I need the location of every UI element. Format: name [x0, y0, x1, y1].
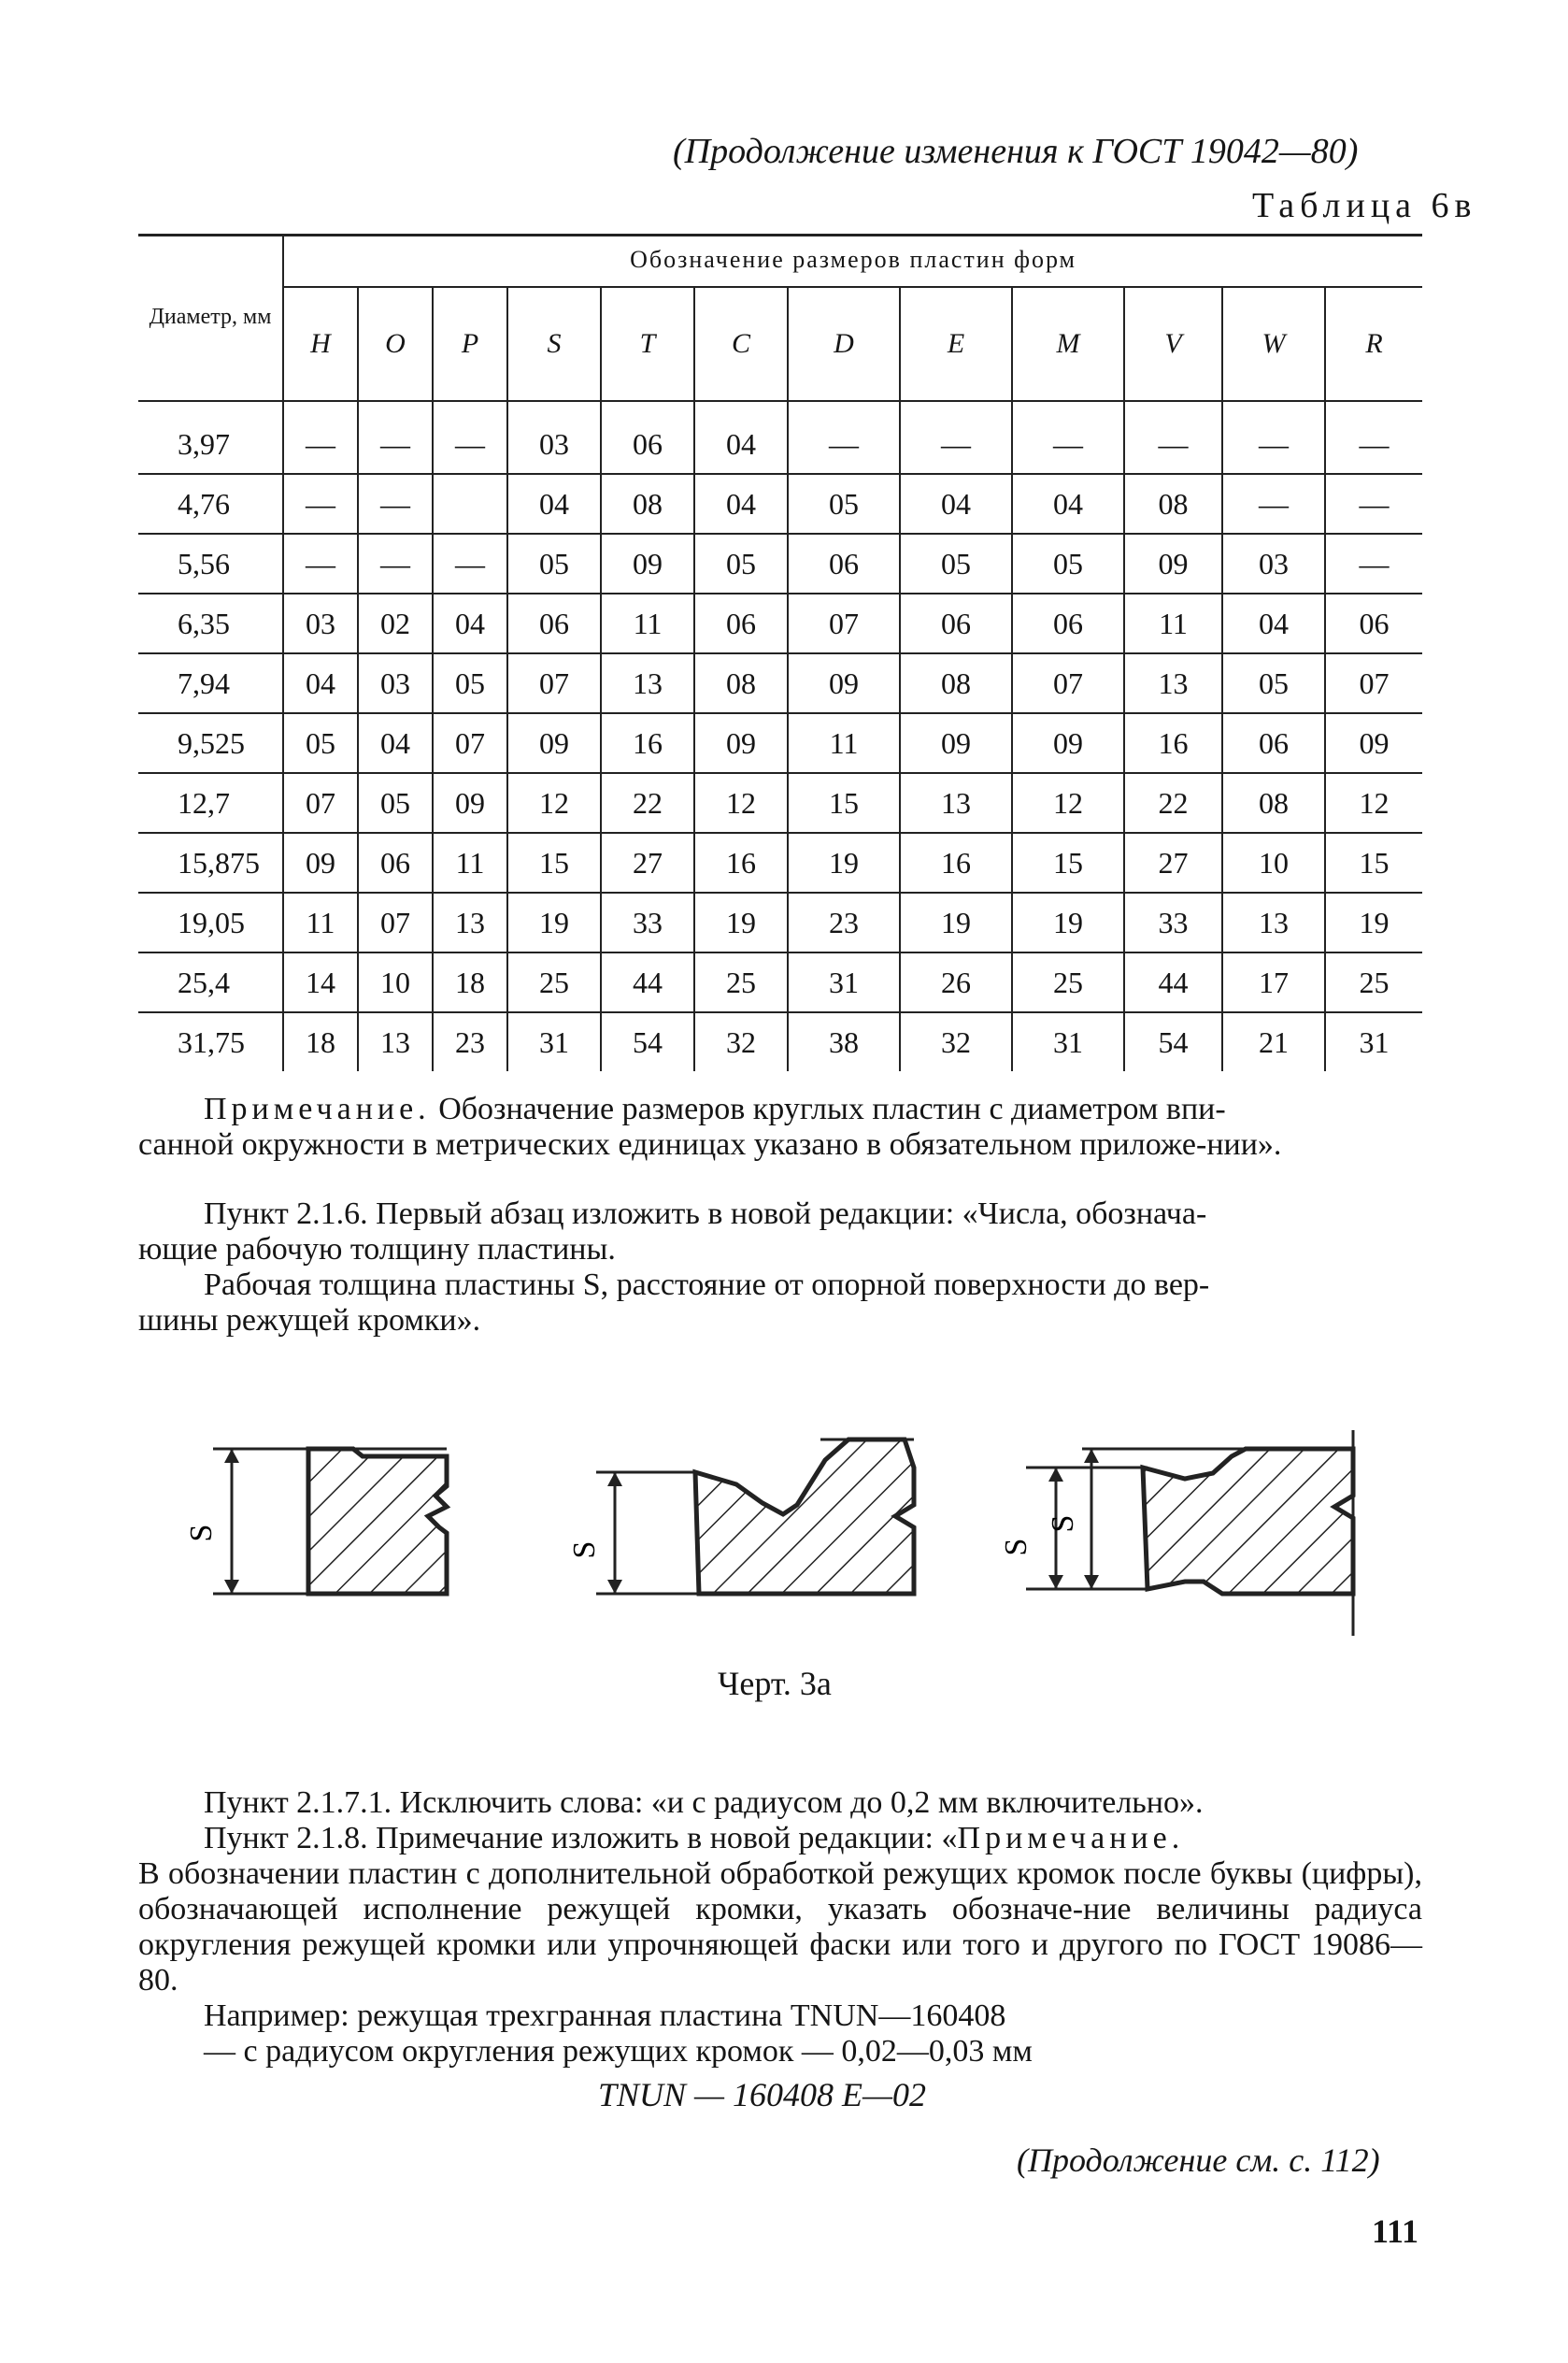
size-cell: 54	[601, 1012, 694, 1071]
note-word: Примечание.	[204, 1092, 431, 1126]
size-cell: 03	[283, 594, 358, 653]
size-cell: 07	[283, 773, 358, 833]
size-cell: 09	[1325, 713, 1422, 773]
size-cell: 33	[1124, 893, 1222, 952]
table-row	[138, 952, 1422, 1012]
size-cell: 12	[694, 773, 788, 833]
size-cell: 05	[1222, 653, 1325, 713]
insert-profile-2	[567, 1439, 914, 1594]
table-row	[138, 713, 1422, 773]
size-cell: 31	[788, 952, 900, 1012]
spacer-cell	[1124, 401, 1222, 415]
column-header-c: C	[694, 287, 788, 401]
size-cell: 06	[788, 534, 900, 594]
s-label-3b: S	[1046, 1514, 1080, 1533]
size-cell: 44	[601, 952, 694, 1012]
size-cell: 05	[358, 773, 433, 833]
size-cell: 18	[283, 1012, 358, 1071]
column-header-o: O	[358, 287, 433, 401]
size-cell: 07	[358, 893, 433, 952]
spacer-cell	[507, 401, 601, 415]
size-cell: 04	[694, 415, 788, 474]
plate-size-table	[138, 234, 1422, 1071]
group-header: Обозначение размеров пластин форм	[283, 234, 1422, 287]
size-cell: 03	[1222, 534, 1325, 594]
size-cell: 15	[1012, 833, 1124, 893]
size-cell: —	[433, 534, 507, 594]
size-cell: 33	[601, 893, 694, 952]
size-cell: 11	[1124, 594, 1222, 653]
spacer-cell	[358, 401, 433, 415]
spacer-cell	[1012, 401, 1124, 415]
size-cell: 07	[507, 653, 601, 713]
size-cell: 18	[433, 952, 507, 1012]
size-cell: 09	[788, 653, 900, 713]
column-header-t: T	[601, 287, 694, 401]
size-cell: 09	[507, 713, 601, 773]
size-cell: 03	[507, 415, 601, 474]
size-cell: 19	[900, 893, 1012, 952]
note-line1: Обозначение размеров круглых пластин с диаметром впи-	[438, 1092, 1226, 1126]
table-row	[138, 594, 1422, 653]
clause-2-1-8-body: В обозначении пластин с дополнительной обработкой режущих кромок после буквы (цифры), обозначающей исполнение режущей кромки, указать обозначе-ние величины радиуса округления режущей кромки или упрочняющей фаски или того и другого по ГОСТ 19086—80.	[138, 1856, 1422, 1998]
size-cell: 27	[601, 833, 694, 893]
size-cell	[433, 474, 507, 534]
size-cell: 06	[1325, 594, 1422, 653]
size-cell: 11	[788, 713, 900, 773]
size-cell: 15	[1325, 833, 1422, 893]
size-cell: 06	[1222, 713, 1325, 773]
size-cell: 08	[694, 653, 788, 713]
table-row	[138, 653, 1422, 713]
size-cell: —	[788, 415, 900, 474]
size-cell: 11	[601, 594, 694, 653]
size-cell: 10	[358, 952, 433, 1012]
size-cell: 25	[694, 952, 788, 1012]
clause-2-1-6-b-cont: шины режущей кромки».	[138, 1303, 481, 1338]
clause-2-1-8-note-word: Примечание.	[957, 1821, 1185, 1855]
column-header-p: P	[433, 287, 507, 401]
size-cell: —	[283, 415, 358, 474]
size-cell: 12	[1325, 773, 1422, 833]
size-cell: 09	[601, 534, 694, 594]
diameter-cell: 3,97	[138, 415, 283, 474]
diameter-cell: 12,7	[138, 773, 283, 833]
size-cell: 19	[694, 893, 788, 952]
size-cell: 23	[788, 893, 900, 952]
table-row	[138, 1012, 1422, 1071]
spacer-cell	[138, 401, 283, 415]
example-line-1: Например: режущая трехгранная пластина TNUN—160408	[204, 1998, 1006, 2033]
size-cell: —	[1124, 415, 1222, 474]
diameter-cell: 25,4	[138, 952, 283, 1012]
size-cell: —	[1325, 474, 1422, 534]
size-cell: 13	[1124, 653, 1222, 713]
size-cell: 19	[507, 893, 601, 952]
size-cell: 21	[1222, 1012, 1325, 1071]
size-cell: 05	[433, 653, 507, 713]
size-cell: 05	[507, 534, 601, 594]
diameter-cell: 7,94	[138, 653, 283, 713]
size-cell: 05	[283, 713, 358, 773]
s-label-1: S	[184, 1524, 219, 1542]
size-cell: —	[900, 415, 1012, 474]
size-cell: 13	[1222, 893, 1325, 952]
diameter-cell: 15,875	[138, 833, 283, 893]
size-cell: 09	[900, 713, 1012, 773]
spacer-cell	[900, 401, 1012, 415]
size-cell: 38	[788, 1012, 900, 1071]
size-cell: 09	[283, 833, 358, 893]
continuation-footer: (Продолжение см. с. 112)	[1017, 2141, 1380, 2179]
size-cell: —	[1222, 474, 1325, 534]
spacer-cell	[1325, 401, 1422, 415]
table-row	[138, 773, 1422, 833]
clause-2-1-6-b: Рабочая толщина пластины S, расстояние от опорной поверхности до вер-	[204, 1267, 1210, 1302]
size-cell: 06	[900, 594, 1012, 653]
page-number: 111	[1372, 2213, 1419, 2250]
size-cell: 11	[283, 893, 358, 952]
size-cell: 13	[433, 893, 507, 952]
spacer-cell	[788, 401, 900, 415]
size-cell: —	[433, 415, 507, 474]
diameter-cell: 19,05	[138, 893, 283, 952]
size-cell: 25	[507, 952, 601, 1012]
size-cell: —	[358, 415, 433, 474]
size-cell: 09	[1124, 534, 1222, 594]
size-cell: 08	[601, 474, 694, 534]
size-cell: 08	[900, 653, 1012, 713]
clause-2-1-7-1: Пункт 2.1.7.1. Исключить слова: «и с радиусом до 0,2 мм включительно».	[204, 1785, 1204, 1820]
table-row	[138, 534, 1422, 594]
size-cell: 31	[1325, 1012, 1422, 1071]
note-continuation: санной окружности в метрических единицах указано в обязательном приложе-нии».	[138, 1127, 1282, 1162]
size-cell: 04	[1222, 594, 1325, 653]
size-cell: 04	[507, 474, 601, 534]
table-row	[138, 833, 1422, 893]
size-cell: 11	[433, 833, 507, 893]
size-cell: 14	[283, 952, 358, 1012]
size-cell: 07	[1325, 653, 1422, 713]
clause-2-1-8	[204, 1821, 1422, 1856]
diameter-cell: 6,35	[138, 594, 283, 653]
size-cell: 04	[1012, 474, 1124, 534]
size-cell: 31	[1012, 1012, 1124, 1071]
spacer-cell	[694, 401, 788, 415]
size-cell: 09	[694, 713, 788, 773]
size-cell: 22	[601, 773, 694, 833]
size-cell: 08	[1222, 773, 1325, 833]
column-header-r: R	[1325, 287, 1422, 401]
size-cell: 27	[1124, 833, 1222, 893]
spacer-cell	[283, 401, 358, 415]
size-cell: 12	[1012, 773, 1124, 833]
size-cell: 10	[1222, 833, 1325, 893]
size-cell: —	[283, 474, 358, 534]
column-header-w: W	[1222, 287, 1325, 401]
size-cell: 23	[433, 1012, 507, 1071]
clause-2-1-6: Пункт 2.1.6. Первый абзац изложить в новой редакции: «Числа, обознача-	[204, 1196, 1207, 1231]
column-header-h: H	[283, 287, 358, 401]
size-cell: 05	[900, 534, 1012, 594]
size-cell: —	[1325, 534, 1422, 594]
size-cell: 04	[433, 594, 507, 653]
size-cell: —	[1325, 415, 1422, 474]
size-cell: 19	[1325, 893, 1422, 952]
size-cell: 05	[1012, 534, 1124, 594]
size-cell: 16	[1124, 713, 1222, 773]
size-cell: 09	[1012, 713, 1124, 773]
column-header-v: V	[1124, 287, 1222, 401]
s-label-3a: S	[999, 1538, 1033, 1556]
size-cell: 13	[358, 1012, 433, 1071]
size-cell: 06	[694, 594, 788, 653]
size-cell: 02	[358, 594, 433, 653]
size-cell: 22	[1124, 773, 1222, 833]
size-cell: 31	[507, 1012, 601, 1071]
size-cell: 04	[283, 653, 358, 713]
clause-2-1-6-cont: ющие рабочую толщину пластины.	[138, 1232, 616, 1267]
size-cell: 06	[601, 415, 694, 474]
size-cell: 06	[358, 833, 433, 893]
size-cell: 03	[358, 653, 433, 713]
table-row	[138, 893, 1422, 952]
table-label: Таблица 6в	[1252, 186, 1477, 225]
size-cell: 16	[601, 713, 694, 773]
table-row	[138, 474, 1422, 534]
spacer-cell	[433, 401, 507, 415]
diameter-cell: 9,525	[138, 713, 283, 773]
size-cell: —	[1222, 415, 1325, 474]
note-paragraph	[204, 1092, 1422, 1127]
size-cell: 32	[900, 1012, 1012, 1071]
size-cell: 07	[788, 594, 900, 653]
size-cell: 05	[694, 534, 788, 594]
column-header-m: M	[1012, 287, 1124, 401]
size-cell: 26	[900, 952, 1012, 1012]
size-cell: 05	[788, 474, 900, 534]
example-designation: TNUN — 160408 E—02	[598, 2076, 927, 2113]
size-cell: —	[358, 474, 433, 534]
size-cell: 07	[1012, 653, 1124, 713]
example-line-2: — с радиусом округления режущих кромок — 0,02—0,03 мм	[204, 2034, 1033, 2069]
clause-2-1-8-start: Пункт 2.1.8. Примечание изложить в новой редакции: «	[204, 1821, 958, 1855]
size-cell: 15	[788, 773, 900, 833]
size-cell: —	[358, 534, 433, 594]
column-header-d: D	[788, 287, 900, 401]
size-cell: 08	[1124, 474, 1222, 534]
continuation-header: (Продолжение изменения к ГОСТ 19042—80)	[673, 132, 1359, 171]
size-cell: 13	[900, 773, 1012, 833]
size-cell: 06	[1012, 594, 1124, 653]
diameter-cell: 5,56	[138, 534, 283, 594]
size-cell: 09	[433, 773, 507, 833]
size-cell: 12	[507, 773, 601, 833]
size-cell: 19	[1012, 893, 1124, 952]
column-header-s: S	[507, 287, 601, 401]
size-cell: —	[1012, 415, 1124, 474]
diameter-cell: 31,75	[178, 1024, 245, 1059]
column-header-e: E	[900, 287, 1012, 401]
size-cell: 13	[601, 653, 694, 713]
size-cell: 19	[788, 833, 900, 893]
size-cell: 07	[433, 713, 507, 773]
size-cell: 17	[1222, 952, 1325, 1012]
s-label-2: S	[567, 1540, 602, 1559]
size-cell: 16	[900, 833, 1012, 893]
spacer-cell	[601, 401, 694, 415]
size-cell: 54	[1124, 1012, 1222, 1071]
size-cell: 04	[694, 474, 788, 534]
size-cell: —	[283, 534, 358, 594]
size-cell: 16	[694, 833, 788, 893]
size-cell: 32	[694, 1012, 788, 1071]
size-cell: 44	[1124, 952, 1222, 1012]
diameter-header: Диаметр, мм	[138, 234, 283, 401]
size-cell: 25	[1012, 952, 1124, 1012]
size-cell: 04	[358, 713, 433, 773]
diameter-cell: 4,76	[138, 474, 283, 534]
insert-profile-3	[999, 1430, 1353, 1636]
size-cell: 04	[900, 474, 1012, 534]
figure-3a	[138, 1411, 1422, 1654]
insert-profile-1	[184, 1449, 447, 1594]
figure-caption: Черт. 3а	[718, 1665, 832, 1702]
size-cell: 06	[507, 594, 601, 653]
table-row	[138, 415, 1422, 474]
spacer-cell	[1222, 401, 1325, 415]
size-cell: 25	[1325, 952, 1422, 1012]
size-cell: 15	[507, 833, 601, 893]
